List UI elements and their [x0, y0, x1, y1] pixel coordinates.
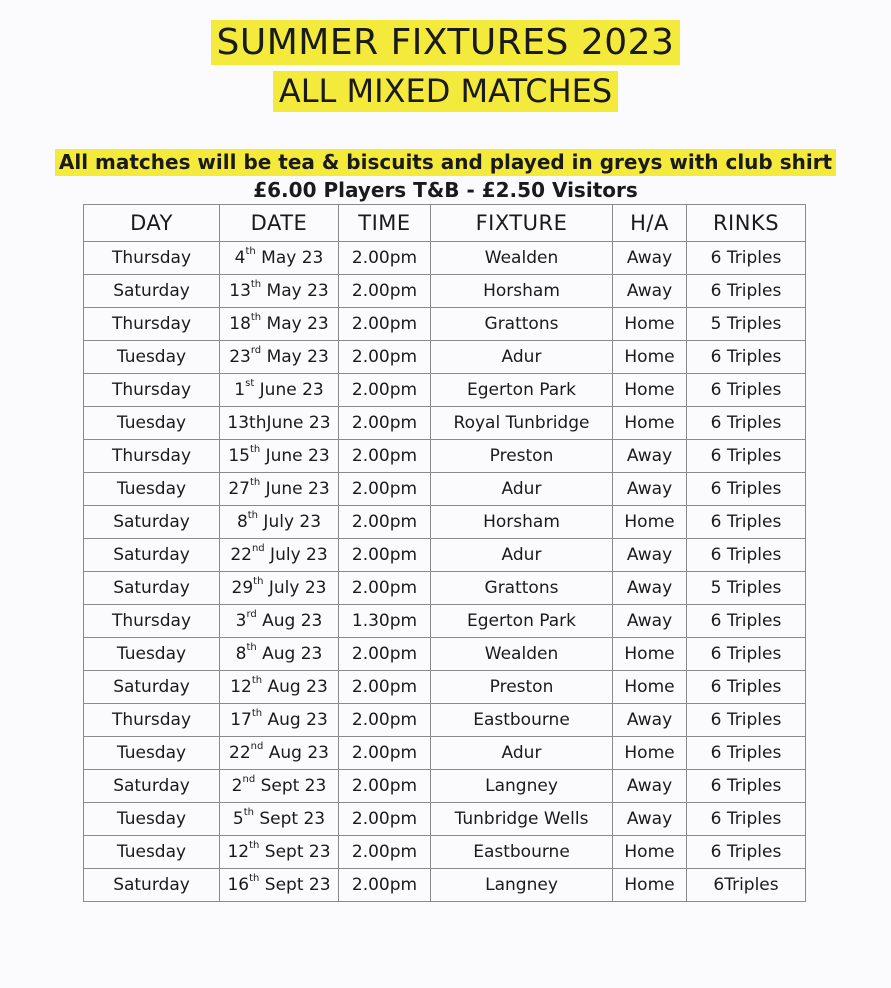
date-cell: [220, 341, 339, 374]
rinks-cell: 6 Triples: [687, 638, 806, 671]
day-cell: Tuesday: [84, 836, 220, 869]
table-header-row: [84, 205, 806, 242]
rinks-cell: 6 Triples: [687, 341, 806, 374]
rinks-cell: 6 Triples: [687, 704, 806, 737]
day-cell: Thursday: [84, 242, 220, 275]
date-cell: [220, 374, 339, 407]
date-ordinal-suffix: th: [251, 675, 263, 686]
date-cell: [220, 836, 339, 869]
table-row: [84, 737, 806, 770]
time-cell: 2.00pm: [339, 572, 431, 605]
day-cell: Saturday: [84, 275, 220, 308]
date-day-number: 17: [230, 710, 252, 730]
table-row: [84, 242, 806, 275]
time-cell: 2.00pm: [339, 407, 431, 440]
date-day-number: 15: [228, 446, 250, 466]
note-block: [0, 149, 891, 176]
rinks-cell: 6 Triples: [687, 737, 806, 770]
day-cell: Thursday: [84, 374, 220, 407]
home-away-cell: Home: [613, 308, 687, 341]
home-away-cell: Home: [613, 341, 687, 374]
day-cell: Tuesday: [84, 407, 220, 440]
day-cell: Saturday: [84, 671, 220, 704]
date-ordinal-suffix: rd: [250, 345, 262, 356]
fixture-cell: Preston: [431, 440, 613, 473]
col-header-fixture: FIXTURE: [431, 205, 613, 242]
day-cell: Tuesday: [84, 803, 220, 836]
date-ordinal-suffix: th: [249, 840, 260, 851]
date-day-number: 2: [231, 776, 243, 796]
date-ordinal-suffix: st: [245, 378, 255, 389]
table-row: [84, 704, 806, 737]
table-row: [84, 341, 806, 374]
time-cell: 2.00pm: [339, 869, 431, 902]
time-cell: 1.30pm: [339, 605, 431, 638]
home-away-cell: Away: [613, 275, 687, 308]
fixture-cell: Wealden: [431, 242, 613, 275]
date-cell: [220, 869, 339, 902]
date-day-number: 8: [236, 512, 248, 532]
date-day-number: 13: [229, 281, 251, 301]
day-cell: Saturday: [84, 572, 220, 605]
date-month-year: Sept 23: [253, 809, 326, 829]
home-away-cell: Home: [613, 638, 687, 671]
date-cell: [220, 440, 339, 473]
date-cell: [220, 242, 339, 275]
home-away-cell: Home: [613, 374, 687, 407]
page-title: SUMMER FIXTURES 2023: [211, 20, 681, 65]
date-ordinal-suffix: nd: [251, 543, 265, 554]
date-day-number: 22: [230, 545, 252, 565]
date-cell: [220, 407, 339, 440]
date-cell: [220, 605, 339, 638]
date-day-number: 16: [227, 875, 250, 895]
table-row: [84, 836, 806, 869]
date-month-year: May 23: [261, 347, 329, 367]
fixture-cell: Preston: [431, 671, 613, 704]
date-month-year: Sept 23: [255, 776, 327, 796]
rinks-cell: 6 Triples: [687, 407, 806, 440]
fixture-cell: Egerton Park: [431, 374, 613, 407]
date-cell: [220, 638, 339, 671]
time-cell: 2.00pm: [339, 506, 431, 539]
date-day-number: 13thJune 23: [227, 413, 331, 433]
fixture-cell: Langney: [431, 770, 613, 803]
day-cell: Tuesday: [84, 638, 220, 671]
day-cell: Thursday: [84, 308, 220, 341]
date-month-year: Aug 23: [256, 611, 323, 631]
date-cell: [220, 539, 339, 572]
rinks-cell: 5 Triples: [687, 308, 806, 341]
time-cell: 2.00pm: [339, 770, 431, 803]
date-day-number: 29: [231, 578, 254, 598]
fixture-cell: Horsham: [431, 506, 613, 539]
date-ordinal-suffix: th: [251, 708, 263, 719]
home-away-cell: Home: [613, 836, 687, 869]
fixture-cell: Adur: [431, 341, 613, 374]
day-cell: Thursday: [84, 704, 220, 737]
table-row: [84, 407, 806, 440]
home-away-cell: Away: [613, 242, 687, 275]
date-ordinal-suffix: th: [249, 477, 261, 488]
rinks-cell: 6 Triples: [687, 440, 806, 473]
table-row: [84, 803, 806, 836]
rinks-cell: 6 Triples: [687, 473, 806, 506]
date-cell: [220, 737, 339, 770]
table-row: [84, 572, 806, 605]
home-away-cell: Home: [613, 506, 687, 539]
date-month-year: Aug 23: [262, 677, 328, 697]
date-cell: [220, 473, 339, 506]
time-cell: 2.00pm: [339, 440, 431, 473]
date-month-year: June 23: [260, 446, 330, 466]
fixture-cell: Eastbourne: [431, 704, 613, 737]
date-day-number: 22: [229, 743, 251, 763]
date-month-year: June 23: [260, 479, 330, 499]
time-cell: 2.00pm: [339, 275, 431, 308]
rinks-cell: 6 Triples: [687, 374, 806, 407]
date-month-year: Aug 23: [263, 743, 329, 763]
home-away-cell: Home: [613, 737, 687, 770]
date-ordinal-suffix: rd: [246, 609, 257, 620]
time-cell: 2.00pm: [339, 242, 431, 275]
dress-note: All matches will be tea & biscuits and played in greys with club shirt: [55, 149, 836, 176]
fixture-cell: Adur: [431, 473, 613, 506]
fixture-cell: Horsham: [431, 275, 613, 308]
date-ordinal-suffix: th: [250, 279, 262, 290]
home-away-cell: Away: [613, 770, 687, 803]
fixture-cell: Tunbridge Wells: [431, 803, 613, 836]
home-away-cell: Away: [613, 704, 687, 737]
day-cell: Saturday: [84, 770, 220, 803]
date-day-number: 3: [235, 611, 247, 631]
rinks-cell: 6 Triples: [687, 539, 806, 572]
day-cell: Saturday: [84, 869, 220, 902]
date-month-year: July 23: [258, 512, 322, 532]
day-cell: Saturday: [84, 506, 220, 539]
fixtures-table-body: [84, 242, 806, 902]
fixture-cell: Royal Tunbridge: [431, 407, 613, 440]
table-row: [84, 671, 806, 704]
date-day-number: 5: [232, 809, 244, 829]
table-row: [84, 374, 806, 407]
date-ordinal-suffix: nd: [242, 774, 256, 785]
day-cell: Thursday: [84, 605, 220, 638]
date-ordinal-suffix: th: [245, 246, 256, 257]
col-header-date: DATE: [220, 205, 339, 242]
home-away-cell: Away: [613, 539, 687, 572]
time-cell: 2.00pm: [339, 473, 431, 506]
date-month-year: Sept 23: [259, 842, 331, 862]
date-month-year: May 23: [261, 281, 329, 301]
page-subtitle: ALL MIXED MATCHES: [273, 71, 618, 112]
rinks-cell: 6 Triples: [687, 605, 806, 638]
rinks-cell: 6Triples: [687, 869, 806, 902]
day-cell: Tuesday: [84, 341, 220, 374]
home-away-cell: Away: [613, 473, 687, 506]
date-day-number: 12: [230, 677, 252, 697]
rinks-cell: 6 Triples: [687, 770, 806, 803]
date-day-number: 8: [235, 644, 247, 664]
table-row: [84, 869, 806, 902]
date-ordinal-suffix: th: [243, 807, 254, 818]
rinks-cell: 6 Triples: [687, 803, 806, 836]
time-cell: 2.00pm: [339, 638, 431, 671]
rinks-cell: 6 Triples: [687, 275, 806, 308]
rinks-cell: 6 Triples: [687, 836, 806, 869]
time-cell: 2.00pm: [339, 836, 431, 869]
fixtures-table: [83, 204, 806, 902]
date-month-year: May 23: [261, 314, 329, 334]
col-header-day: DAY: [84, 205, 220, 242]
home-away-cell: Home: [613, 671, 687, 704]
table-row: [84, 308, 806, 341]
date-cell: [220, 506, 339, 539]
date-month-year: Aug 23: [256, 644, 323, 664]
subtitle-block: [0, 71, 891, 112]
rinks-cell: 6 Triples: [687, 671, 806, 704]
date-ordinal-suffix: nd: [250, 741, 264, 752]
date-month-year: Sept 23: [259, 875, 331, 895]
table-row: [84, 770, 806, 803]
rinks-cell: 5 Triples: [687, 572, 806, 605]
date-month-year: July 23: [264, 545, 328, 565]
date-cell: [220, 803, 339, 836]
col-header-time: TIME: [339, 205, 431, 242]
date-cell: [220, 308, 339, 341]
table-row: [84, 440, 806, 473]
day-cell: Saturday: [84, 539, 220, 572]
time-cell: 2.00pm: [339, 308, 431, 341]
rinks-cell: 6 Triples: [687, 506, 806, 539]
rinks-cell: 6 Triples: [687, 242, 806, 275]
date-cell: [220, 275, 339, 308]
fixture-cell: Grattons: [431, 308, 613, 341]
date-month-year: Aug 23: [262, 710, 328, 730]
day-cell: Tuesday: [84, 473, 220, 506]
time-cell: 2.00pm: [339, 671, 431, 704]
fixture-cell: Egerton Park: [431, 605, 613, 638]
day-cell: Tuesday: [84, 737, 220, 770]
title-block: [0, 20, 891, 65]
fixture-cell: Wealden: [431, 638, 613, 671]
col-header-rinks: RINKS: [687, 205, 806, 242]
date-ordinal-suffix: th: [249, 873, 260, 884]
home-away-cell: Away: [613, 440, 687, 473]
date-cell: [220, 671, 339, 704]
home-away-cell: Away: [613, 803, 687, 836]
date-day-number: 27: [228, 479, 250, 499]
time-cell: 2.00pm: [339, 704, 431, 737]
fixture-cell: Eastbourne: [431, 836, 613, 869]
date-ordinal-suffix: th: [247, 510, 259, 521]
date-ordinal-suffix: th: [250, 312, 262, 323]
date-month-year: May 23: [255, 248, 324, 268]
date-month-year: June 23: [254, 380, 324, 400]
time-cell: 2.00pm: [339, 803, 431, 836]
time-cell: 2.00pm: [339, 374, 431, 407]
price-line: £6.00 Players T&B - £2.50 Visitors: [253, 178, 638, 202]
fixture-cell: Adur: [431, 737, 613, 770]
home-away-cell: Away: [613, 605, 687, 638]
date-ordinal-suffix: th: [246, 642, 257, 653]
date-day-number: 12: [227, 842, 250, 862]
date-ordinal-suffix: th: [249, 444, 261, 455]
table-row: [84, 605, 806, 638]
date-day-number: 23: [229, 347, 251, 367]
date-cell: [220, 572, 339, 605]
date-cell: [220, 704, 339, 737]
date-day-number: 4: [234, 248, 246, 268]
date-day-number: 18: [229, 314, 251, 334]
fixture-cell: Adur: [431, 539, 613, 572]
fixture-cell: Langney: [431, 869, 613, 902]
table-row: [84, 506, 806, 539]
table-row: [84, 638, 806, 671]
date-day-number: 1: [234, 380, 246, 400]
table-row: [84, 275, 806, 308]
day-cell: Thursday: [84, 440, 220, 473]
date-ordinal-suffix: th: [253, 576, 264, 587]
home-away-cell: Home: [613, 869, 687, 902]
col-header-ha: H/A: [613, 205, 687, 242]
date-month-year: July 23: [263, 578, 327, 598]
time-cell: 2.00pm: [339, 737, 431, 770]
table-row: [84, 473, 806, 506]
home-away-cell: Away: [613, 572, 687, 605]
fixture-cell: Grattons: [431, 572, 613, 605]
date-cell: [220, 770, 339, 803]
time-cell: 2.00pm: [339, 341, 431, 374]
table-row: [84, 539, 806, 572]
home-away-cell: Home: [613, 407, 687, 440]
time-cell: 2.00pm: [339, 539, 431, 572]
